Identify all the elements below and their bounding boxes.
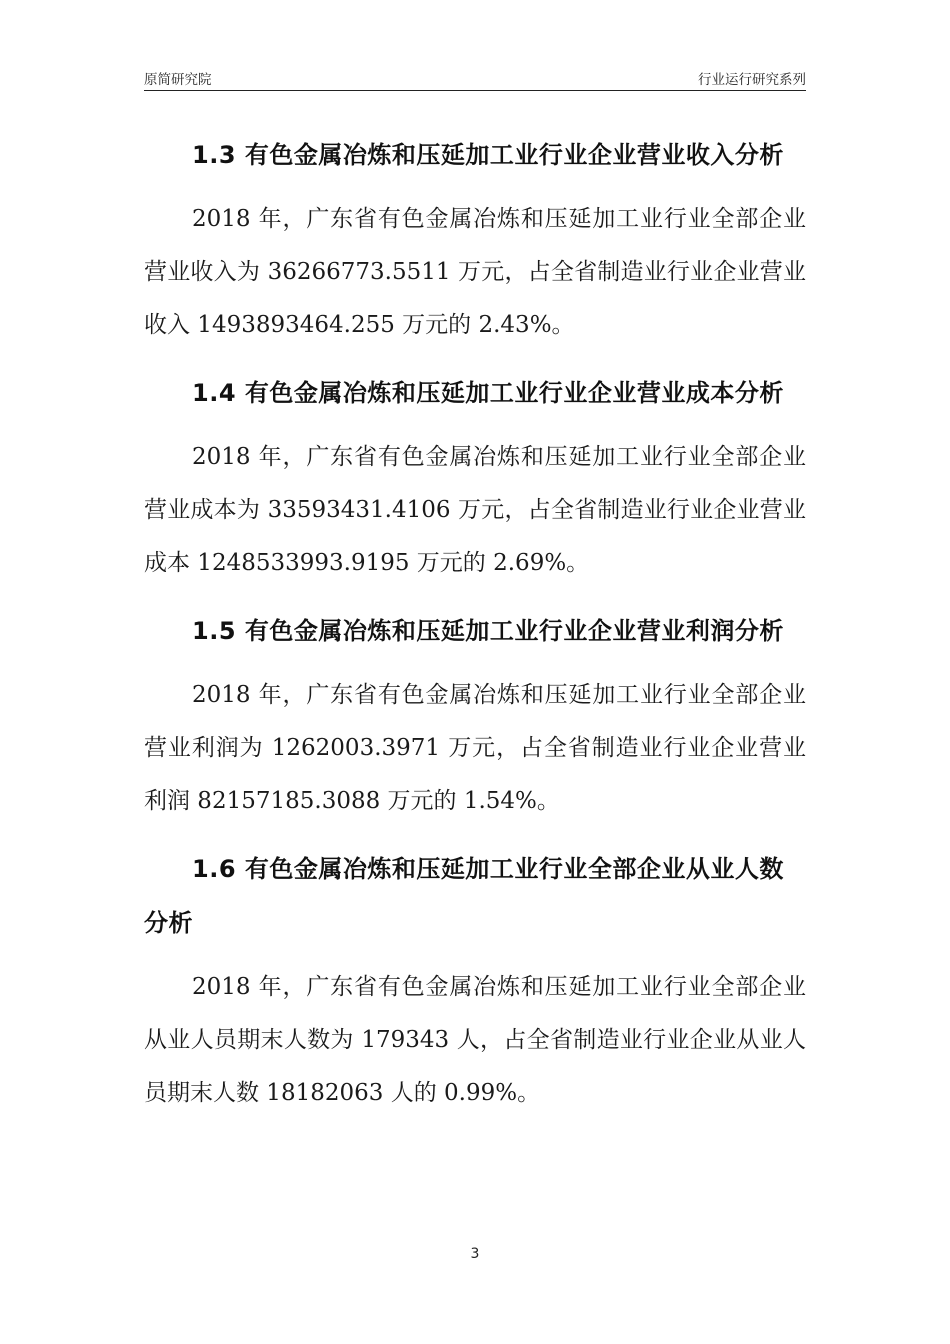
section-cost bbox=[144, 366, 806, 590]
section-paragraph: 2018 年，广东省有色金属冶炼和压延加工业行业全部企业营业利润为 1262003.3971 万元，占全省制造业行业企业营业利润 82157185.3088 万元的 1.54%。 bbox=[144, 682, 806, 814]
section-revenue bbox=[144, 128, 806, 352]
header-org-name: 原简研究院 bbox=[144, 72, 212, 88]
section-profit bbox=[144, 604, 806, 828]
header-series-name: 行业运行研究系列 bbox=[698, 72, 806, 88]
page-header bbox=[144, 64, 806, 91]
section-heading: 1.3 有色金属冶炼和压延加工业行业企业营业收入分析 bbox=[192, 141, 784, 169]
section-paragraph: 2018 年，广东省有色金属冶炼和压延加工业行业全部企业营业收入为 36266773.5511 万元，占全省制造业行业企业营业收入 1493893464.255 万元的 2.43%。 bbox=[144, 206, 806, 338]
page-number: 3 bbox=[470, 1246, 480, 1262]
document-body bbox=[144, 128, 806, 1134]
section-paragraph: 2018 年，广东省有色金属冶炼和压延加工业行业全部企业营业成本为 33593431.4106 万元，占全省制造业行业企业营业成本 1248533993.9195 万元的 2.69%。 bbox=[144, 444, 806, 576]
section-heading: 1.4 有色金属冶炼和压延加工业行业企业营业成本分析 bbox=[192, 379, 784, 407]
section-heading: 1.5 有色金属冶炼和压延加工业行业企业营业利润分析 bbox=[192, 617, 784, 645]
section-employees bbox=[144, 842, 806, 1120]
section-paragraph: 2018 年，广东省有色金属冶炼和压延加工业行业全部企业从业人员期末人数为 179343 人，占全省制造业行业企业从业人员期末人数 18182063 人的 0.99%。 bbox=[144, 974, 806, 1106]
section-heading: 1.6 有色金属冶炼和压延加工业行业全部企业从业人数分析 bbox=[144, 855, 784, 937]
